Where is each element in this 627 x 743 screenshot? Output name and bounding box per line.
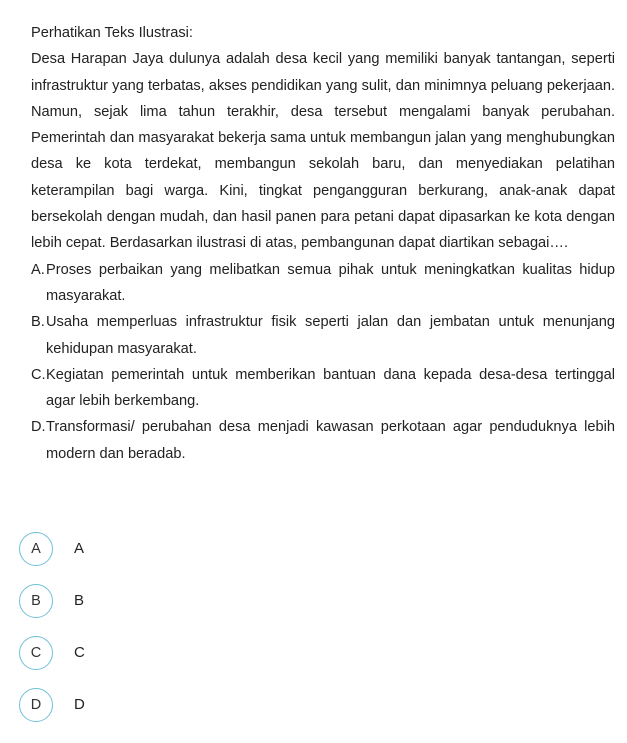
answer-choice-a[interactable]: [19, 532, 319, 584]
answer-radio-d[interactable]: D: [19, 688, 53, 722]
answer-radio-c[interactable]: C: [19, 636, 53, 670]
question-option-b: [31, 309, 615, 362]
answer-choice-b[interactable]: [19, 584, 319, 636]
option-text: Transformasi/ perubahan desa menjadi kawasan perkotaan agar penduduknya lebih modern dan beradab.: [46, 419, 615, 462]
answer-choices: [19, 532, 319, 740]
answer-label-a[interactable]: A: [74, 540, 85, 557]
option-letter: A.: [31, 261, 45, 278]
question-option-d: [31, 414, 615, 467]
option-text: Kegiatan pemerintah untuk memberikan bantuan dana kepada desa-desa tertinggal agar lebih berkembang.: [46, 366, 615, 410]
option-letter: B.: [31, 314, 45, 331]
answer-choice-d[interactable]: [19, 688, 319, 740]
answer-choice-c[interactable]: [19, 636, 319, 688]
answer-label-d[interactable]: D: [74, 696, 85, 713]
option-letter: D.: [31, 419, 46, 436]
question-body: Desa Harapan Jaya dulunya adalah desa kecil yang memiliki banyak tantangan, seperti infrastruktur yang terbatas, akses pendidikan yang sulit, dan minimnya peluang pekerjaan. Namun, sejak lima tahun terakhir, desa tersebut mengalami banyak perubahan. Pemerintah dan masyarakat bekerja sama untuk membangun jalan yang menghubungkan desa ke kota terdekat, membangun sekolah baru, dan menyediakan pelatihan keterampilan bagi warga. Kini, tingkat pengangguran berkurang, anak-anak dapat bersekolah dengan mudah, dan hasil panen para petani dapat dipasarkan ke kota dengan lebih cepat. Berdasarkan ilustrasi di atas, pembangunan dapat diartikan sebagai….: [31, 51, 615, 252]
answer-radio-b[interactable]: B: [19, 584, 53, 618]
answer-radio-a[interactable]: A: [19, 532, 53, 566]
answer-label-c[interactable]: C: [74, 644, 85, 661]
option-letter: C.: [31, 366, 46, 383]
option-text: Proses perbaikan yang melibatkan semua pihak untuk meningkatkan kualitas hidup masyarakat.: [46, 261, 615, 304]
answer-label-b[interactable]: B: [74, 592, 85, 609]
question-option-list: [31, 257, 615, 467]
option-text: Usaha memperluas infrastruktur fisik seperti jalan dan jembatan untuk menunjang kehidupan masyarakat.: [46, 314, 615, 357]
question-option-a: [31, 257, 615, 310]
question-title: Perhatikan Teks Ilustrasi:: [31, 25, 193, 41]
question-text: [31, 20, 615, 467]
question-option-c: [31, 362, 615, 415]
